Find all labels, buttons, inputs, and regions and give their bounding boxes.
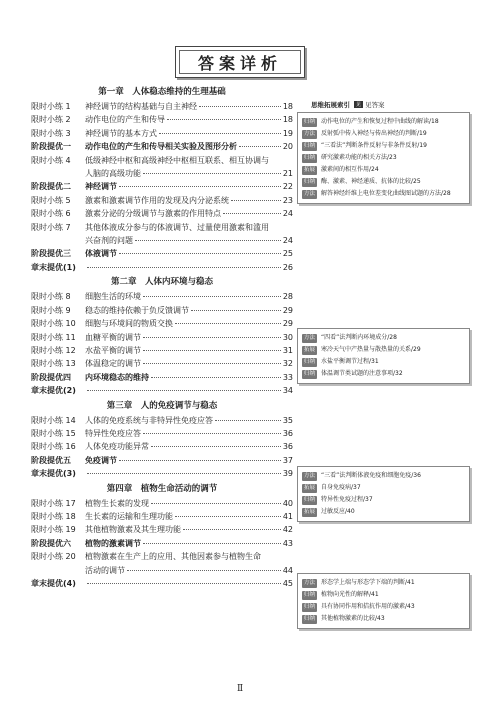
index-item[interactable] [302,356,465,368]
page-ref: 43 [282,538,293,548]
page-title-box [175,46,305,78]
entry-label: 限时小练 19 [31,525,76,535]
index-item[interactable] [302,613,465,625]
page-number: Ⅱ [236,684,244,694]
dot-leader [167,119,281,120]
entry-line [85,317,293,330]
dot-leader [231,200,281,201]
entry-line [85,331,293,344]
entry-text [85,510,293,523]
index-item[interactable] [302,601,465,613]
entry-line [85,113,293,126]
dot-leader [191,310,281,311]
answer-badge-label: 见答案 [365,101,385,109]
page-ref: 20 [282,142,293,152]
entry-label: 限时小练 13 [31,359,76,369]
index-tag: 拓展 [304,346,316,353]
dot-leader [175,323,281,324]
entry-label: 阶段提优一 [31,142,71,152]
index-tag: 归纳 [304,603,316,610]
index-item[interactable] [302,368,465,380]
dot-leader [175,516,281,517]
entry-text [85,113,293,126]
entry-text [85,414,293,427]
index-item[interactable] [302,116,465,128]
index-text: “三看”法判断体液免疫和细胞免疫/36 [321,472,421,479]
page-ref: 29 [282,305,293,315]
entry-line [85,497,293,510]
entry-title: 植物激素在生产上的应用、其他因素参与植物生命 [85,552,261,562]
entry-text [85,100,293,113]
index-text: 激素间的相互作用/24 [321,166,379,173]
index-tag: 方法 [304,579,316,586]
toc-entry[interactable] [31,154,293,181]
entry-title: 植物的激素调节 [85,538,141,548]
dot-leader [151,446,281,447]
dot-leader [215,420,281,421]
index-text: 动作电位的产生和恢复过程中曲线的解读/18 [321,118,439,125]
entry-line [85,523,293,536]
page-ref: 37 [282,455,293,465]
toc-entry[interactable] [31,510,293,523]
page-ref: 34 [282,386,293,396]
entry-text [85,344,293,357]
entry-label: 限时小练 5 [31,195,71,205]
index-tag: 归纳 [304,154,316,161]
toc-entry[interactable] [31,261,293,274]
page-ref: 24 [282,236,293,246]
index-text: 水盐平衡调节过程/31 [321,358,379,365]
dot-leader [223,213,281,214]
page-ref: 41 [282,511,293,521]
entry-line [85,304,293,317]
dot-leader [143,543,281,544]
index-box-chapter-4 [297,573,470,629]
toc-entry[interactable] [31,440,293,453]
dot-leader [87,473,281,474]
page-ref: 42 [282,525,293,535]
index-text: 其他植物激素的比较/43 [321,615,385,622]
page-ref: 26 [282,262,293,272]
dot-leader [119,253,281,254]
entry-title: 水盐平衡的调节 [85,345,141,355]
index-tag: 归纳 [304,496,316,503]
chapter-heading: 第四章 植物生命活动的调节 [106,483,218,494]
entry-text [85,497,293,510]
index-tag: 拓展 [304,484,316,491]
dot-leader [143,350,281,351]
toc-entry[interactable] [31,140,293,153]
index-tag: 归纳 [304,142,316,149]
entry-title: 其他植物激素及其生理功能 [85,525,181,535]
index-text: 研究激素功能的相关方法/23 [321,154,397,161]
page-ref: 31 [282,345,293,355]
entry-title: 人脑的高级功能 [85,169,141,179]
index-tag: 归纳 [304,615,316,622]
entry-line [85,510,293,523]
entry-label: 限时小练 6 [31,209,71,219]
toc-entry[interactable] [31,127,293,140]
entry-title: 稳态的维持依赖于负反馈调节 [85,305,189,315]
page-ref: 44 [282,565,293,575]
dot-leader [135,240,281,241]
page-ref: 21 [282,169,293,179]
entry-title: 血糖平衡的调节 [85,332,141,342]
toc-entry[interactable] [31,247,293,260]
page-ref: 32 [282,359,293,369]
entry-line [85,344,293,357]
answer-badge: 见 [356,102,362,108]
index-text: 解答神经纤维上电位差变化曲线图试题的方法/28 [321,190,451,197]
entry-label: 限时小练 18 [31,511,76,521]
entry-text [85,331,293,344]
entry-title: 体温稳定的调节 [85,359,141,369]
entry-line [85,127,293,140]
toc-entry[interactable] [31,454,293,467]
entry-label: 限时小练 10 [31,319,76,329]
entry-label: 限时小练 20 [31,552,76,562]
dot-leader [199,106,281,107]
index-tag: 拓展 [304,508,316,515]
toc-entry[interactable] [31,100,293,113]
entry-label: 限时小练 11 [31,332,76,342]
entry-text [85,371,293,384]
entry-label: 章末提优(1) [31,262,76,272]
index-tag: 归纳 [304,591,316,598]
index-text: 反射弧中传入神经与传出神经的判断/19 [321,130,427,137]
entry-text [85,357,293,370]
entry-line [85,440,293,453]
page-ref: 18 [282,115,293,125]
index-tag: 方法 [304,472,316,479]
dot-leader [159,133,281,134]
page-ref: 19 [282,128,293,138]
page-ref: 23 [282,195,293,205]
entry-title: 特异性免疫应答 [85,428,141,438]
dot-leader [143,337,281,338]
toc-entry[interactable] [31,537,293,550]
entry-title: 细胞生活的环境 [85,292,141,302]
page-ref: 35 [282,415,293,425]
entry-line [85,207,293,220]
entry-title: 动作电位的产生和传导 [85,115,165,125]
index-tag: 拓展 [304,166,316,173]
index-item[interactable] [302,470,465,482]
entry-text [85,467,293,480]
entry-label: 章末提优(2) [31,386,76,396]
toc-entry[interactable] [31,207,293,220]
index-tag: 方法 [304,130,316,137]
page-ref: 25 [282,249,293,259]
sidebar-header [297,100,447,109]
page-ref: 36 [282,428,293,438]
entry-title: 人体免疫功能异常 [85,442,149,452]
dot-leader [119,460,281,461]
entry-title: 内环境稳态的维持 [85,372,149,382]
entry-title: 低级神经中枢和高级神经中枢相互联系、相互协调与 [85,155,269,165]
toc-entry[interactable] [31,221,293,248]
index-text: 过敏反应/40 [321,508,355,515]
dot-leader [143,173,281,174]
entry-line [85,371,293,384]
index-tag: 方法 [304,190,316,197]
toc-entry[interactable] [31,414,293,427]
entry-title: 活动的调节 [85,565,125,575]
index-box-chapter-2 [297,328,470,384]
entry-label: 限时小练 1 [31,102,71,111]
entry-line [85,537,293,550]
entry-label: 限时小练 7 [31,222,71,232]
entry-text [85,427,293,440]
entry-line [85,427,293,440]
entry-line [85,221,293,234]
index-text: “四看”法判断内环境成分/28 [321,334,397,341]
entry-title: 其他体液成分参与的体液调节、过量使用激素和滥用 [85,222,269,232]
page-ref: 30 [282,332,293,342]
entry-line [85,564,293,577]
entry-text [85,261,293,274]
index-tag: 归纳 [304,178,316,185]
entry-text [85,154,293,181]
toc-entry[interactable] [31,371,293,384]
entry-label: 阶段提优五 [31,455,71,465]
index-item[interactable] [302,164,465,176]
entry-text [85,207,293,220]
entry-text [85,140,293,153]
entry-line [85,140,293,153]
entry-title: 激素和激素调节作用的发现及内分泌系统 [85,195,229,205]
toc-entry[interactable] [31,304,293,317]
entry-text [85,523,293,536]
toc-entry[interactable] [31,331,293,344]
toc-entry[interactable] [31,497,293,510]
entry-label: 限时小练 8 [31,292,71,302]
index-item[interactable] [302,589,465,601]
entry-text [85,537,293,550]
index-tag: 方法 [304,334,316,341]
entry-label: 限时小练 12 [31,345,76,355]
page-ref: 39 [282,469,293,479]
entry-text [85,180,293,193]
entry-text [85,290,293,303]
entry-text [85,221,293,248]
toc-entry[interactable] [31,467,293,480]
sidebar-heading: 思维拓展索引 [311,101,350,109]
index-box-chapter-3 [297,466,470,522]
entry-text [85,384,293,397]
toc-entry[interactable] [31,577,293,590]
index-item[interactable] [302,152,465,164]
page-ref: 36 [282,442,293,452]
chapter-heading: 第二章 人体内环境与稳态 [110,277,213,288]
toc-entry[interactable] [31,523,293,536]
dot-leader [87,583,281,584]
index-item[interactable] [302,176,465,188]
index-text: 植物向光性的解释/41 [321,591,379,598]
page-ref: 24 [282,209,293,219]
index-item[interactable] [302,140,465,152]
index-item[interactable] [302,128,465,140]
toc-entry[interactable] [31,384,293,397]
entry-line [85,261,293,274]
entry-title: 神经调节的基本方式 [85,128,157,138]
page-ref: 28 [282,292,293,302]
index-tag: 归纳 [304,358,316,365]
dot-leader [143,433,281,434]
entry-label: 限时小练 16 [31,442,76,452]
index-item[interactable] [302,506,465,518]
entry-line [85,454,293,467]
entry-label: 限时小练 17 [31,498,76,508]
entry-title: 人体的免疫系统与非特异性免疫应答 [85,415,213,425]
entry-title: 激素分泌的分级调节与激素的作用特点 [85,209,221,219]
entry-title: 免疫调节 [85,455,117,465]
dot-leader [183,529,281,530]
page-ref: 29 [282,319,293,329]
index-item[interactable] [302,494,465,506]
entry-line [85,577,293,590]
entry-line [85,180,293,193]
entry-line [85,154,293,167]
index-text: “三看法”判断条件反射与非条件反射/19 [321,142,427,149]
entry-text [85,247,293,260]
entry-line [85,550,293,563]
entry-label: 限时小练 2 [31,115,71,125]
toc-entry[interactable] [31,194,293,207]
index-text: 体温调节类试题的注意事项/32 [321,370,403,377]
entry-title: 细胞与环境间的物质交换 [85,319,173,329]
entry-line [85,414,293,427]
index-tag: 归纳 [304,118,316,125]
entry-label: 章末提优(3) [31,469,76,479]
entry-line [85,290,293,303]
entry-label: 限时小练 9 [31,305,71,315]
page-title: 答案详析 [197,53,282,73]
entry-text [85,194,293,207]
entry-line [85,467,293,480]
dot-leader [143,363,281,364]
entry-text [85,304,293,317]
table-of-contents [31,84,293,590]
page-ref: 40 [282,498,293,508]
toc-entry[interactable] [31,180,293,193]
index-text: 自身免疫病/37 [321,484,361,491]
page-ref: 22 [282,182,293,192]
entry-text [85,317,293,330]
entry-text [85,550,293,577]
entry-label: 阶段提优六 [31,538,71,548]
toc-entry[interactable] [31,344,293,357]
entry-title: 体液调节 [85,249,117,259]
toc-entry[interactable] [31,550,293,577]
dot-leader [239,146,281,147]
entry-line [85,167,293,180]
index-text: 特异性免疫过程/37 [321,496,373,503]
entry-label: 章末提优(4) [31,579,76,588]
entry-line [85,234,293,247]
entry-line [85,384,293,397]
entry-line [85,247,293,260]
entry-text [85,440,293,453]
entry-title: 神经调节的结构基础与自主神经 [85,102,197,111]
entry-label: 限时小练 15 [31,428,76,438]
entry-label: 限时小练 4 [31,155,71,165]
toc-entry[interactable] [31,317,293,330]
chapter-heading: 第一章 人体稳态维持的生理基础 [98,87,226,97]
toc-entry[interactable] [31,113,293,126]
entry-label: 阶段提优二 [31,182,71,192]
toc-entry[interactable] [31,427,293,440]
toc-entry[interactable] [31,290,293,303]
entry-title: 生长素的运输和生理功能 [85,511,173,521]
entry-title: 兴奋剂的问题 [85,236,133,246]
index-item[interactable] [302,188,465,200]
index-text: 酶、激素、神经递质、抗体的比较/25 [321,178,421,185]
dot-leader [143,296,281,297]
entry-title: 神经调节 [85,182,117,192]
page-ref: 45 [282,579,293,588]
dot-leader [127,570,281,571]
entry-text [85,127,293,140]
entry-line [85,357,293,370]
dot-leader [119,186,281,187]
entry-line [85,100,293,113]
entry-line [85,194,293,207]
toc-entry[interactable] [31,357,293,370]
entry-title: 动作电位的产生和传导相关实验及图形分析 [85,142,237,152]
entry-text [85,577,293,590]
entry-label: 限时小练 14 [31,415,76,425]
index-item[interactable] [302,482,465,494]
entry-label: 阶段提优三 [31,249,71,259]
dot-leader [151,503,281,504]
chapter-heading: 第三章 人的免疫调节与稳态 [106,400,218,411]
index-box-chapter-1 [297,112,470,204]
index-text: 具有协同作用和拮抗作用的激素/43 [321,603,415,610]
entry-label: 阶段提优四 [31,372,71,382]
index-item[interactable] [302,577,465,589]
dot-leader [87,390,281,391]
index-text: 形态学上端与形态学下端的判断/41 [321,579,415,586]
entry-title: 植物生长素的发现 [85,498,149,508]
dot-leader [151,377,281,378]
index-text: 寒冷天气中产热量与散热量的关系/29 [321,346,421,353]
index-tag: 归纳 [304,370,316,377]
entry-label: 限时小练 3 [31,128,71,138]
page-ref: 18 [282,102,293,111]
page-ref: 33 [282,372,293,382]
index-item[interactable] [302,344,465,356]
index-item[interactable] [302,332,465,344]
dot-leader [87,267,281,268]
entry-text [85,454,293,467]
